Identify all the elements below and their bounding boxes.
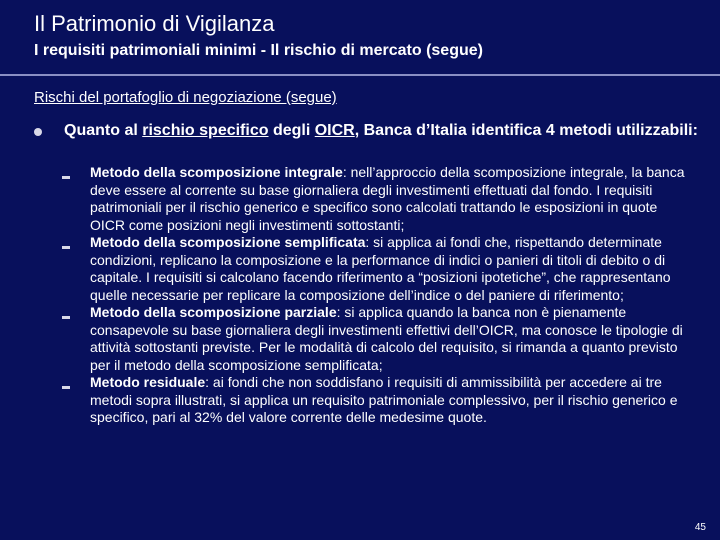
- slide-title: Il Patrimonio di Vigilanza: [34, 11, 275, 36]
- sub-bullet-bold: Metodo residuale: [90, 374, 206, 390]
- sub-bullet-text: [90, 304, 688, 374]
- sub-bullet-bold: Metodo della scomposizione semplificata: [90, 234, 366, 250]
- sub-bullet-text: [90, 164, 688, 234]
- main-bullet-underlined-2: OICR: [314, 122, 355, 139]
- sub-bullet-text: [90, 234, 688, 304]
- sub-bullet-body: : ai fondi che non soddisfano i requisiti di ammissibilità per accedere ai tre metodi sopra illustrati, si applica un requisito patrimoniale complessivo, per il rischio generico e specifico, pari al 32% del valore corrente delle medesime quote.: [90, 374, 678, 425]
- sub-bullet: [62, 304, 694, 374]
- sub-bullet: [62, 234, 694, 304]
- dash-bullet-icon: [62, 246, 70, 249]
- dash-bullet-icon: [62, 386, 70, 389]
- sub-bullet-bold: Metodo della scomposizione parziale: [90, 304, 337, 320]
- sub-bullet-body: : si applica quando la banca non è pienamente consapevole su base giornaliera degli investimenti effettivi dell’OICR, ma conosce le tipologie di attività sottostanti previste. Per le modalità di calcolo del requisito, si rimanda a quanto previsto per il metodo della scomposizione semplificata;: [90, 304, 683, 373]
- section-title: Rischi del portafoglio di negoziazione (segue): [34, 89, 337, 106]
- sub-bullet-list: [62, 164, 694, 427]
- main-bullet-part1: Quanto al: [64, 122, 143, 139]
- dash-bullet-icon: [62, 316, 70, 319]
- sub-bullet-body: : si applica ai fondi che, rispettando determinate condizioni, replicano la composizione e la performance di indici o panieri di titoli di debito o di capitale. I requisiti si calcolano facendo riferimento a “posizioni ipotetiche”, che rappresentano quelle necessarie per replicare la composizione dell’indice o del paniere di riferimento;: [90, 234, 671, 303]
- sub-bullet: [62, 374, 694, 427]
- sub-bullet-text: [90, 374, 688, 427]
- main-bullet-underlined-1: rischio specifico: [142, 122, 269, 139]
- slide-subtitle: I requisiti patrimoniali minimi - Il rischio di mercato (segue): [34, 42, 483, 59]
- main-bullet-part5: , Banca d’Italia identifica 4 metodi utilizzabili:: [354, 122, 698, 139]
- sub-bullet-bold: Metodo della scomposizione integrale: [90, 164, 343, 180]
- sub-bullet: [62, 164, 694, 234]
- header-divider: [0, 74, 720, 76]
- dash-bullet-icon: [62, 176, 70, 179]
- main-bullet-part3: degli: [268, 122, 315, 139]
- page-number: 45: [694, 522, 706, 533]
- sub-bullet-body: : nell’approccio della scomposizione integrale, la banca deve essere al corrente su base giornaliera degli investimenti effettuati dal fondo. I requisiti patrimoniali per il rischio generico e specifico sono calcolati trattando le esposizioni in quote OICR come posizioni negli investimenti sottostanti;: [90, 164, 685, 233]
- bullet-dot-icon: [34, 128, 42, 136]
- main-bullet-text: [64, 121, 704, 141]
